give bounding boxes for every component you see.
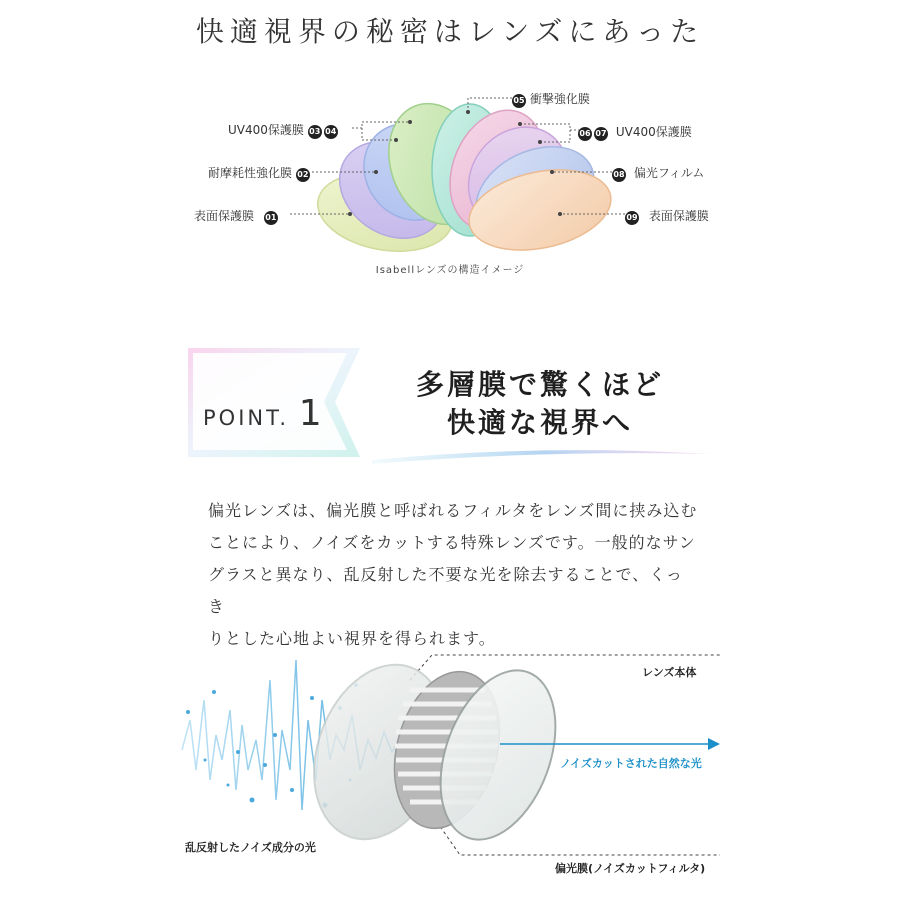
badge-03: 03 — [308, 125, 322, 139]
diagram-caption: Isabellレンズの構造イメージ — [375, 265, 525, 276]
badge-02: 02 — [296, 168, 310, 182]
badge-04: 04 — [324, 125, 338, 139]
label-uv400-right: 06 07 UV400保護膜 — [579, 125, 692, 139]
point-number: 1 — [298, 393, 322, 434]
natural-light-label: ノイズカットされた自然な光 — [560, 757, 702, 770]
label-surface-coat-right: 09 表面保護膜 — [626, 209, 709, 223]
badge-08: 08 — [612, 168, 626, 182]
noise-light-label: 乱反射したノイズ成分の光 — [185, 841, 316, 854]
label-polarizing-film: 08 偏光フィルム — [613, 166, 705, 180]
heading-underline-swash — [370, 440, 715, 465]
badge-01: 01 — [264, 211, 278, 225]
badge-09: 09 — [625, 211, 639, 225]
label-abrasion-coat: 耐摩耗性強化膜 02 — [208, 166, 309, 180]
badge-05: 05 — [512, 94, 526, 108]
page-title: 快適視界の秘密はレンズにあった — [195, 15, 705, 48]
point-label: POINT. 1 — [203, 393, 322, 434]
arrow-head-icon — [708, 738, 720, 750]
polarizing-filter-label: 偏光膜(ノイズカットフィルタ) — [555, 862, 706, 875]
label-uv400-left: UV400保護膜 03 04 — [228, 123, 337, 137]
label-impact-coat: 05 衝撃強化膜 — [513, 92, 590, 106]
lens-layers-illustration — [0, 0, 900, 300]
polarizer-illustration — [0, 640, 900, 900]
label-surface-coat-left: 表面保護膜 01 — [194, 209, 277, 223]
badge-07: 07 — [594, 127, 608, 141]
description-paragraph: 偏光レンズは、偏光膜と呼ばれるフィルタをレンズ間に挟み込む ことにより、ノイズをカットする特殊レンズです。一般的なサン グラスと異なり、乱反射した不要な光を除去することで、くっき りとした心地よい視界を得られます。 — [208, 501, 698, 648]
point-heading: 多層膜で驚くほど 快適な視界へ — [415, 368, 664, 439]
lens-body-label: レンズ本体 — [642, 666, 697, 679]
badge-06: 06 — [578, 127, 592, 141]
